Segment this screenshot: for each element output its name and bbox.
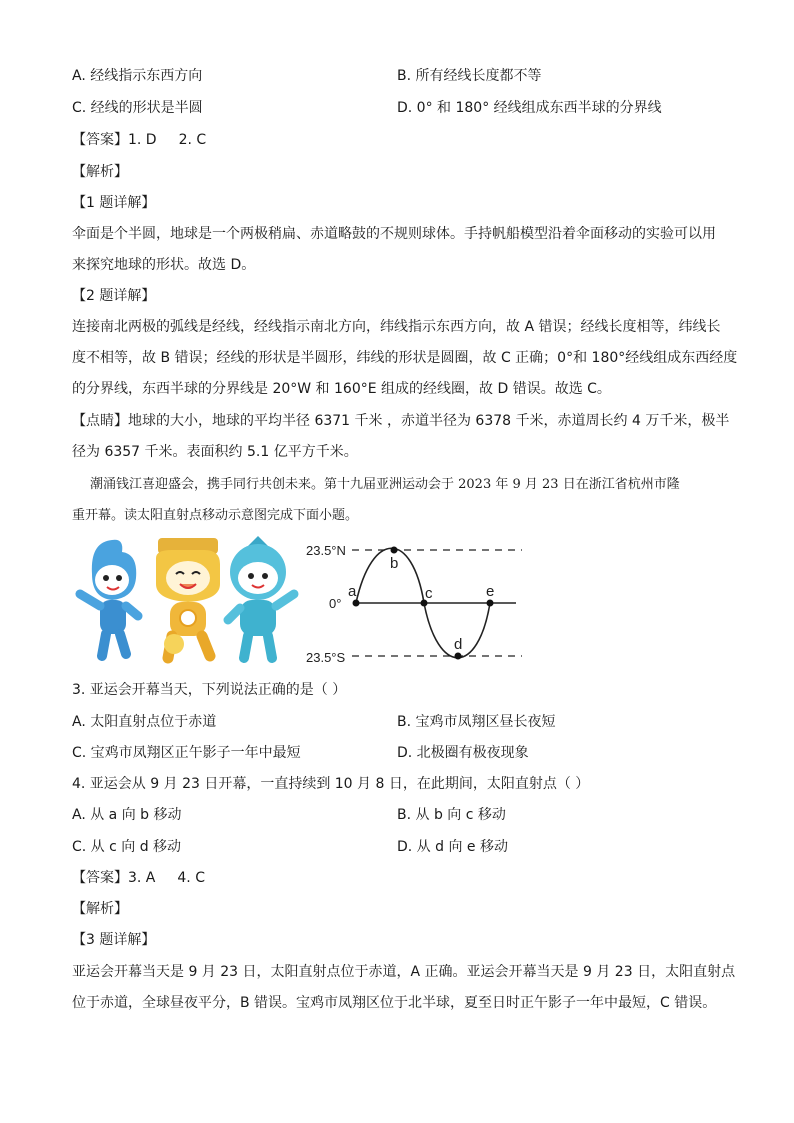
answer-4: 4. C [177, 870, 205, 886]
detail-2-text: 的分界线，东西半球的分界线是 20°W 和 160°E 组成的经线圈，故 D 错误。故选 C。 [72, 381, 611, 397]
option-c: C. 经线的形状是半圆 [72, 100, 203, 116]
q4-option-c: C. 从 c 向 d 移动 [72, 839, 182, 855]
point-a [353, 600, 360, 607]
q4-option-a: A. 从 a 向 b 移动 [72, 807, 182, 823]
answer-2: 2. C [178, 132, 207, 148]
point-b [391, 547, 398, 554]
tips-text: 径为 6357 千米。表面积约 5.1 亿平方千米。 [72, 444, 358, 460]
answer-line-2 [72, 868, 205, 888]
detail-3-title: 【3 题详解】 [72, 932, 156, 948]
q4-option-d: D. 从 d 向 e 移动 [397, 839, 508, 855]
point-a-label: a [348, 583, 357, 600]
answer-line-1 [72, 130, 206, 150]
mascot-right [228, 536, 294, 658]
point-e [487, 600, 494, 607]
detail-1-text: 来探究地球的形状。故选 D。 [72, 257, 256, 273]
point-e-label: e [486, 583, 495, 600]
mascot-middle [156, 538, 220, 658]
point-d [455, 653, 462, 660]
q3-option-b: B. 宝鸡市凤翔区昼长夜短 [397, 714, 556, 730]
detail-3-text: 位于赤道，全球昼夜平分，B 错误。宝鸡市凤翔区位于北半球，夏至日时正午影子一年中最短，C 错误。 [72, 995, 717, 1011]
intro-text: 重开幕。读太阳直射点移动示意图完成下面小题。 [72, 508, 359, 523]
detail-3-text: 亚运会开幕当天是 9 月 23 日，太阳直射点位于赤道，A 正确。亚运会开幕当天是 9 月 23 日，太阳直射点 [72, 964, 736, 980]
detail-2-text: 连接南北两极的弧线是经线，经线指示南北方向，纬线指示东西方向，故 A 错误；经线长度相等，纬线长 [72, 319, 721, 335]
analysis-heading: 【解析】 [72, 901, 128, 917]
analysis-heading: 【解析】 [72, 164, 128, 180]
label-north: 23.5°N [306, 543, 346, 558]
intro-text: 潮涌钱江喜迎盛会，携手同行共创未来。第十九届亚洲运动会于 2023 年 9 月 23 日在浙江省杭州市隆 [90, 477, 680, 492]
tips-text: 地球的大小，地球的平均半径 6371 千米 ，赤道半径为 6378 千米，赤道周长约 4 万千米，极半 [128, 413, 730, 429]
mascots-image [72, 534, 304, 666]
q4-stem: 4. 亚运会从 9 月 23 日开幕，一直持续到 10 月 8 日，在此期间，太阳直射点（ ） [72, 776, 590, 792]
q3-option-c: C. 宝鸡市凤翔区正午影子一年中最短 [72, 745, 301, 761]
q3-option-a: A. 太阳直射点位于赤道 [72, 714, 217, 730]
point-d-label: d [454, 636, 463, 653]
q4-option-b: B. 从 b 向 c 移动 [397, 807, 506, 823]
sun-path-diagram [300, 538, 526, 666]
label-equator: 0° [329, 596, 342, 611]
label-south: 23.5°S [306, 650, 346, 665]
detail-1-text: 伞面是个半圆，地球是一个两极稍扁、赤道略鼓的不规则球体。手持帆船模型沿着伞面移动的实验可以用 [72, 226, 716, 242]
tips-line [72, 411, 729, 431]
option-d: D. 0° 和 180° 经线组成东西半球的分界线 [397, 100, 662, 116]
option-a: A. 经线指示东西方向 [72, 68, 203, 84]
answer-label: 【答案】 [72, 870, 128, 886]
detail-1-title: 【1 题详解】 [72, 195, 156, 211]
detail-2-title: 【2 题详解】 [72, 288, 156, 304]
answer-label: 【答案】 [72, 132, 128, 148]
detail-2-text: 度不相等，故 B 错误；经线的形状是半圆形，纬线的形状是圆圈，故 C 正确；0°和 180°经线组成东西经度 [72, 350, 738, 366]
point-b-label: b [390, 555, 399, 572]
tips-label: 【点睛】 [72, 413, 128, 429]
option-b: B. 所有经线长度都不等 [397, 68, 542, 84]
q3-stem: 3. 亚运会开幕当天，下列说法正确的是（ ） [72, 682, 347, 698]
answer-1: 1. D [128, 132, 157, 148]
mascot-left [80, 540, 138, 656]
q3-option-d: D. 北极圈有极夜现象 [397, 745, 529, 761]
point-c-label: c [425, 585, 433, 602]
answer-3: 3. A [128, 870, 156, 886]
